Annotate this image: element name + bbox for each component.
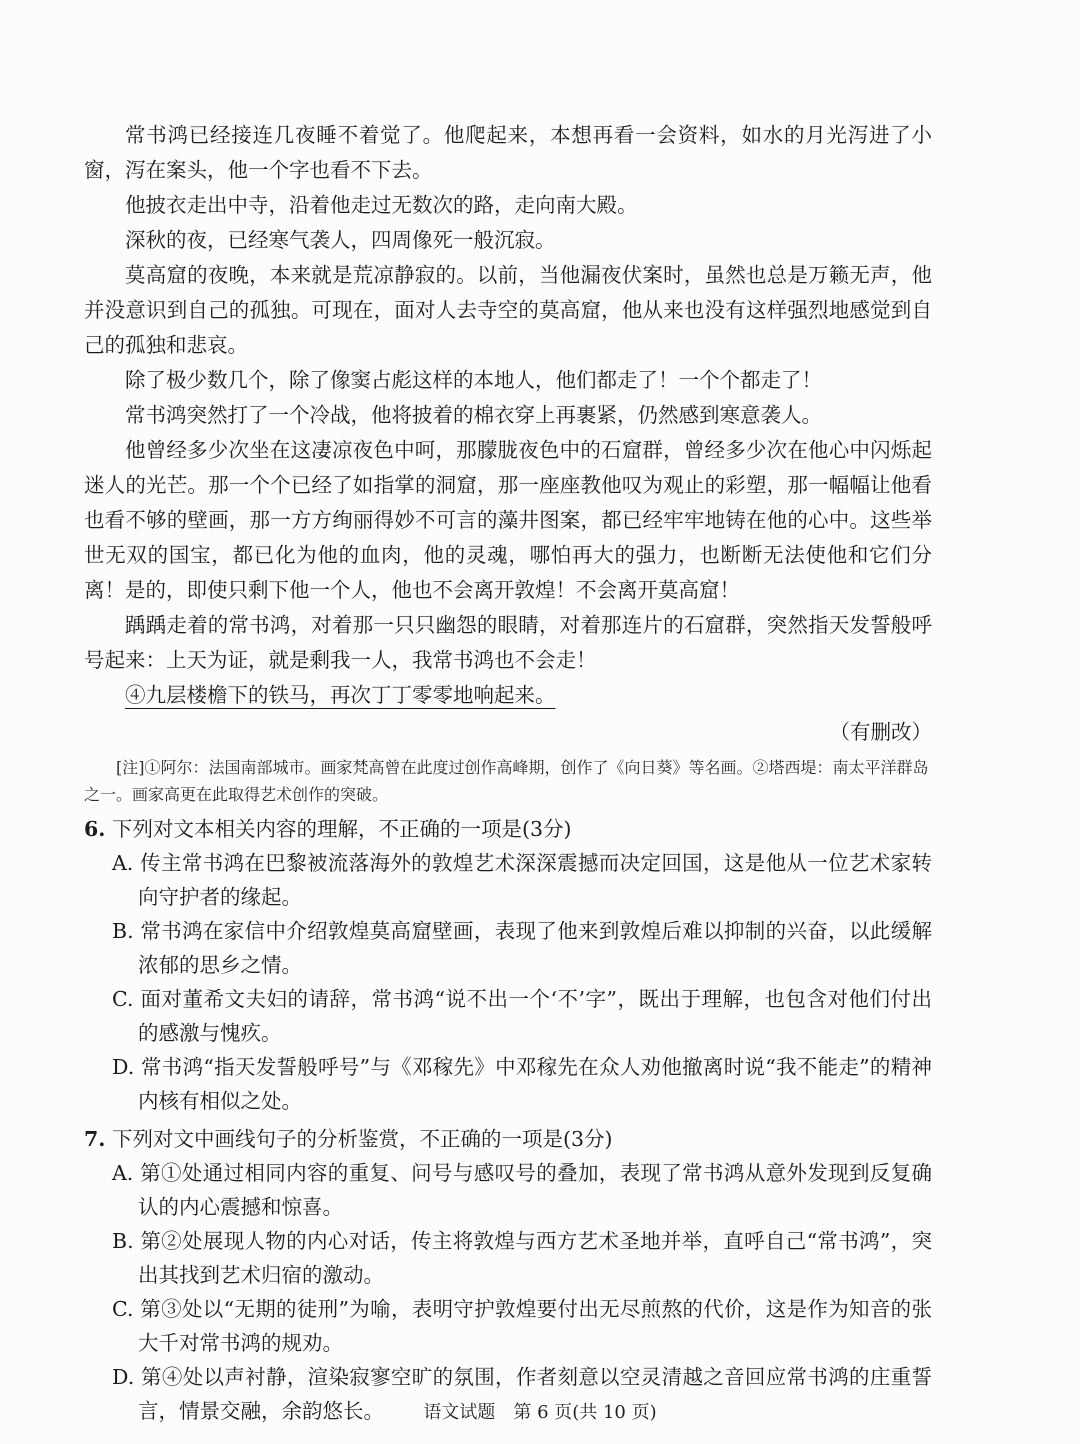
source-note: （有删改） — [829, 720, 932, 744]
underlined-sentence: ④九层楼檐下的铁马，再次丁丁零零地响起来。 — [125, 683, 556, 707]
question-6 — [84, 812, 932, 1118]
option-c: C. 第③处以“无期的徒刑”为喻，表明守护敦煌要付出无尽煎熬的代价，这是作为知音的张大千对常书鸿的规劝。 — [112, 1297, 932, 1355]
option-b: B. 第②处展现人物的内心对话，传主将敦煌与西方艺术圣地并举，直呼自己“常书鸿”，突出其找到艺术归宿的激动。 — [112, 1229, 932, 1287]
passage-paragraph: 常书鸿已经接连几夜睡不着觉了。他爬起来，本想再看一会资料，如水的月光泻进了小窗，泻在案头，他一个字也看不下去。 — [84, 123, 932, 182]
page-footer: 语文试题 第 6 页(共 10 页) — [423, 1402, 657, 1423]
question-number: 6. — [84, 817, 106, 841]
question-stem — [84, 812, 932, 846]
option-d: D. 第④处以声衬静，渲染寂寥空旷的氛围，作者刻意以空灵清越之音回应常书鸿的庄重誓言，情景交融，余韵悠长。 — [112, 1365, 932, 1423]
question-stem — [84, 1122, 932, 1156]
question-text: 下列对文中画线句子的分析鉴赏，不正确的一项是(3分) — [112, 1127, 613, 1151]
passage-paragraph: 莫高窟的夜晚，本来就是荒凉静寂的。以前，当他漏夜伏案时，虽然也总是万籁无声，他并没意识到自己的孤独。可现在，面对人去寺空的莫高窟，他从来也没有这样强烈地感觉到自己的孤独和悲哀。 — [84, 263, 932, 357]
reading-passage — [84, 118, 932, 713]
question-text: 下列对文本相关内容的理解，不正确的一项是(3分) — [112, 817, 572, 841]
footnote: [注]①阿尔：法国南部城市。画家梵高曾在此度过创作高峰期，创作了《向日葵》等名画。②塔西堤：南太平洋群岛之一。画家高更在此取得艺术创作的突破。 — [84, 758, 929, 804]
question-number: 7. — [84, 1127, 106, 1151]
question-7 — [84, 1122, 932, 1428]
option-b: B. 常书鸿在家信中介绍敦煌莫高窟壁画，表现了他来到敦煌后难以抑制的兴奋，以此缓解浓郁的思乡之情。 — [112, 919, 932, 977]
passage-paragraph: 他曾经多少次坐在这凄凉夜色中呵，那朦胧夜色中的石窟群，曾经多少次在他心中闪烁起迷人的光芒。那一个个已经了如指掌的洞窟，那一座座教他叹为观止的彩塑，那一幅幅让他看也看不够的壁画，那一方方绚丽得妙不可言的藻井图案，都已经牢牢地铸在他的心中。这些举世无双的国宝，都已化为他的血肉，他的灵魂，哪怕再大的强力，也断断无法使他和它们分离！是的，即使只剩下他一个人，他也不会离开敦煌！不会离开莫高窟！ — [84, 438, 932, 602]
option-c: C. 面对董希文夫妇的请辞，常书鸿“说不出一个‘不’字”，既出于理解，也包含对他们付出的感激与愧疚。 — [112, 987, 932, 1045]
option-d: D. 常书鸿“指天发誓般呼号”与《邓稼先》中邓稼先在众人劝他撤离时说“我不能走”的精神内核有相似之处。 — [112, 1055, 932, 1113]
passage-paragraph: 常书鸿突然打了一个冷战，他将披着的棉衣穿上再裹紧，仍然感到寒意袭人。 — [125, 403, 822, 427]
passage-paragraph: 深秋的夜，已经寒气袭人，四周像死一般沉寂。 — [125, 228, 556, 252]
passage-paragraph: 除了极少数几个，除了像窦占彪这样的本地人，他们都走了！一个个都走了！ — [125, 368, 822, 392]
passage-paragraph: 踽踽走着的常书鸿，对着那一只只幽怨的眼睛，对着那连片的石窟群，突然指天发誓般呼号起来：上天为证，就是剩我一人，我常书鸿也不会走！ — [84, 613, 932, 672]
option-a: A. 第①处通过相同内容的重复、问号与感叹号的叠加，表现了常书鸿从意外发现到反复确认的内心震撼和惊喜。 — [112, 1161, 932, 1219]
passage-paragraph: 他披衣走出中寺，沿着他走过无数次的路，走向南大殿。 — [125, 193, 638, 217]
option-a: A. 传主常书鸿在巴黎被流落海外的敦煌艺术深深震撼而决定回国，这是他从一位艺术家转向守护者的缘起。 — [112, 851, 932, 909]
